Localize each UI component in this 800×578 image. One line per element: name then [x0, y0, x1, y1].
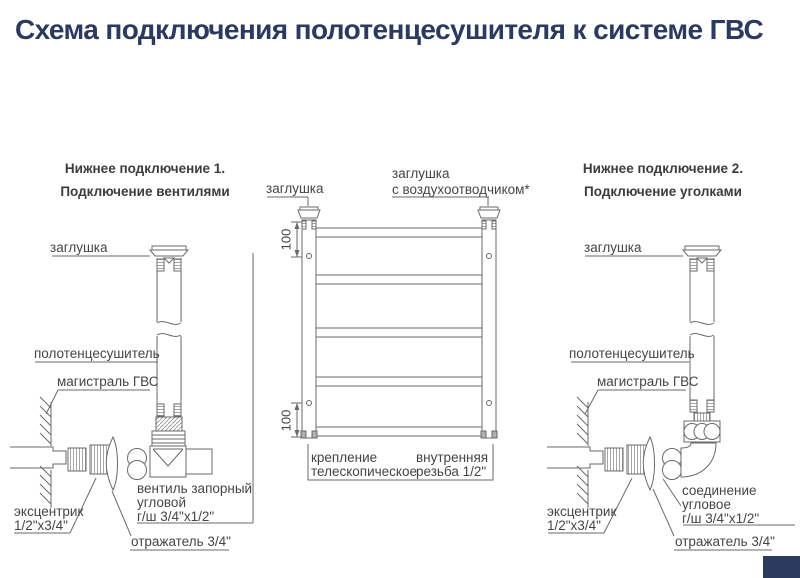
- left-reflector-label: отражатель 3/4": [131, 534, 231, 549]
- dimension-lines: [291, 222, 302, 437]
- left-heading-line1: Нижнее подключение 1.: [64, 161, 226, 176]
- angle-valve: [128, 417, 213, 480]
- middle-plug-label: заглушка: [266, 181, 324, 196]
- ladder-rails: [301, 220, 497, 438]
- left-plug-label: заглушка: [50, 240, 108, 255]
- riser-pipe: [157, 258, 181, 416]
- middle-mount-label: крепление телескопическое: [311, 450, 418, 479]
- angle-union-elbow: [663, 413, 721, 480]
- right-towel-rail-label: полотенцесушитель: [569, 346, 695, 361]
- dimension-100-bottom: 100: [278, 409, 294, 432]
- wall: [577, 397, 588, 508]
- right-heading-line2: Подключение уголками: [584, 184, 742, 199]
- top-plug: [150, 246, 188, 263]
- right-heading-line1: Нижнее подключение 2.: [582, 161, 744, 176]
- page-title: Схема подключения полотенцесушителя к системе ГВС: [15, 14, 764, 45]
- middle-air-vent-plug-label: заглушка с воздухоотводчиком*: [392, 166, 530, 197]
- corner-accent: [763, 556, 800, 578]
- top-plug: [683, 246, 721, 263]
- right-elbow-label: соединение угловое г/ш 3/4"х1/2": [682, 483, 760, 526]
- left-valve-label: вентиль запорный угловой г/ш 3/4"х1/2": [137, 481, 253, 524]
- wall: [40, 397, 51, 508]
- middle-thread-label: внутренняя резьба 1/2": [416, 450, 489, 479]
- eccentric-fitting: [68, 445, 110, 474]
- middle-leader-lines: [267, 197, 489, 206]
- right-section-heading: [557, 157, 769, 203]
- middle-diagram: [267, 197, 500, 480]
- ladder-rungs: [316, 228, 482, 436]
- right-eccentric-label: эксцентрик 1/2"х3/4": [547, 504, 617, 533]
- left-eccentric-label: эксцентрик 1/2"х3/4": [14, 504, 84, 533]
- right-reflector-label: отражатель 3/4": [675, 534, 775, 549]
- supply-pipe: [10, 447, 66, 468]
- right-plug-label: заглушка: [584, 240, 642, 255]
- ladder-plugs: [298, 207, 500, 218]
- supply-pipe: [547, 447, 603, 468]
- left-section-heading: [40, 157, 250, 203]
- left-heading-line2: Подключение вентилями: [60, 184, 230, 199]
- right-main-line-label: магистраль ГВС: [597, 374, 699, 389]
- left-towel-rail-label: полотенцесушитель: [34, 346, 160, 361]
- eccentric-fitting: [605, 445, 647, 474]
- dimension-100-top: 100: [278, 228, 294, 251]
- left-main-line-label: магистраль ГВС: [57, 374, 159, 389]
